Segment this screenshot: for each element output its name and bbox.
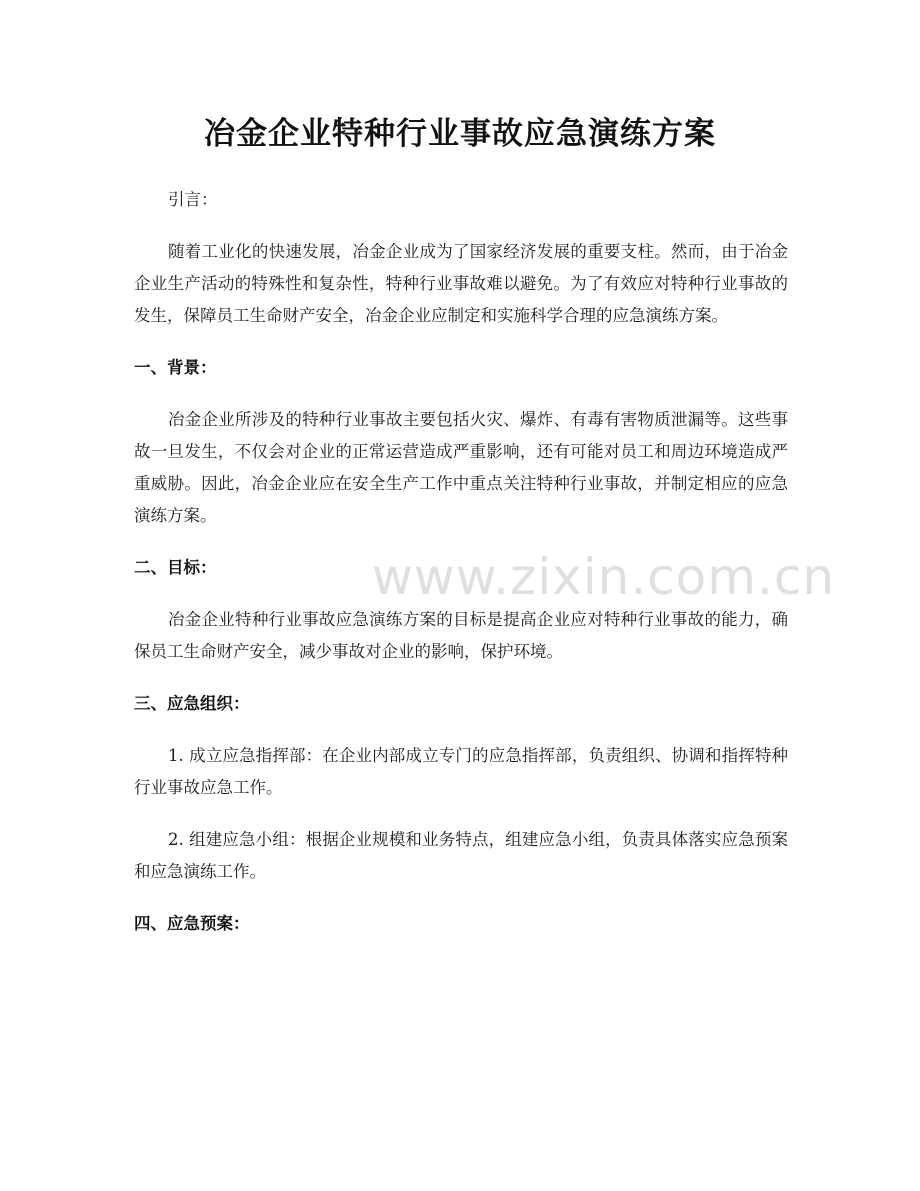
organization-item-2: 2. 组建应急小组：根据企业规模和业务特点，组建应急小组，负责具体落实应急预案和应急演练工作。: [134, 830, 788, 881]
goals-paragraph: 冶金企业特种行业事故应急演练方案的目标是提高企业应对特种行业事故的能力，确保员工生命财产安全，减少事故对企业的影响，保护环境。: [134, 610, 788, 661]
organization-item-1: 1. 成立应急指挥部：在企业内部成立专门的应急指挥部，负责组织、协调和指挥特种行业事故应急工作。: [134, 746, 788, 797]
section-heading-goals: 二、目标：: [134, 558, 217, 577]
intro-label: 引言：: [168, 190, 218, 209]
page-title: 冶金企业特种行业事故应急演练方案: [204, 116, 716, 152]
intro-paragraph: 随着工业化的快速发展，冶金企业成为了国家经济发展的重要支柱。然而，由于冶金企业生产活动的特殊性和复杂性，特种行业事故难以避免。为了有效应对特种行业事故的发生，保障员工生命财产安全，冶金企业应制定和实施科学合理的应急演练方案。: [134, 242, 788, 325]
section-heading-emergency-plan: 四、应急预案：: [134, 914, 250, 933]
document-body: [134, 184, 788, 960]
section-heading-emergency-organization: 三、应急组织：: [134, 694, 250, 713]
background-paragraph: 冶金企业所涉及的特种行业事故主要包括火灾、爆炸、有毒有害物质泄漏等。这些事故一旦发生，不仅会对企业的正常运营造成严重影响，还有可能对员工和周边环境造成严重威胁。因此，冶金企业应在安全生产工作中重点关注特种行业事故，并制定相应的应急演练方案。: [134, 410, 788, 525]
section-heading-background: 一、背景：: [134, 358, 217, 377]
watermark: www.zixin.com.cn: [372, 548, 836, 606]
